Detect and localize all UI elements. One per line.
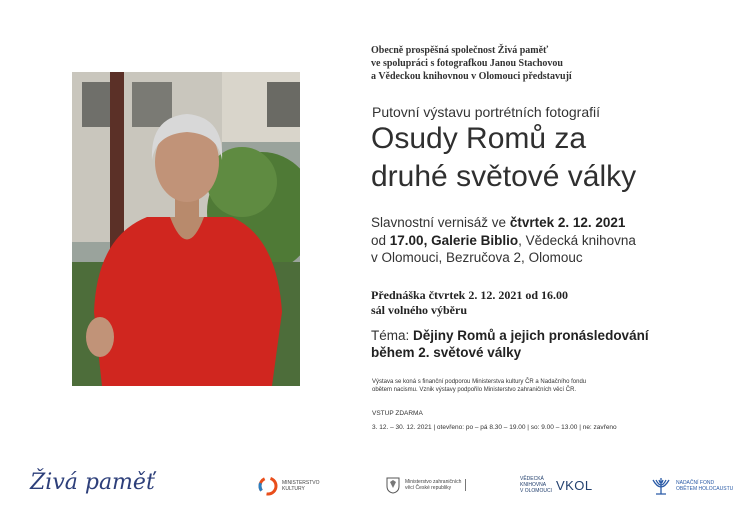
logo-text: Ministerstvo zahraničních — [405, 479, 462, 485]
logo-text: věcí České republiky — [405, 485, 452, 491]
logo-text: NADAČNÍ FOND OBĚTEM HOLOCAUSTU — [676, 480, 734, 492]
vernissage-text: od — [371, 232, 390, 248]
menorah-icon — [650, 476, 672, 496]
ministry-culture-logo — [258, 476, 320, 496]
theme-title: Dějiny Romů a jejich pronásledování — [413, 328, 649, 343]
ministry-culture-icon — [258, 476, 278, 496]
logo-text: V OLOMOUCI — [520, 488, 552, 494]
exhibition-title — [371, 120, 636, 196]
logo-text: MINISTERSTVO — [282, 480, 320, 486]
organizers — [371, 44, 691, 83]
vkol-wordmark: VKOL — [555, 477, 593, 493]
free-entry: VSTUP ZDARMA — [372, 410, 423, 417]
vernissage-time-place: 17.00, Galerie Biblio — [389, 232, 519, 248]
support-line: obětem nacismu. Vznik výstavy podpořilo Ministerstvo zahraničních věcí ČR. — [372, 387, 577, 393]
title-line: druhé světové války — [371, 160, 637, 193]
lecture-info — [371, 288, 701, 318]
logo-text: KULTURY — [282, 486, 305, 492]
theme-title: během 2. světové války — [371, 345, 522, 360]
holocaust-fund-logo — [650, 476, 736, 496]
ziva-pamet-signature-logo: Živá paměť — [30, 470, 155, 495]
exhibition-subtitle: Putovní výstavu portrétních fotografií — [372, 104, 601, 120]
ministry-foreign-logo — [385, 476, 466, 494]
lecture-theme — [371, 327, 701, 361]
support-note — [372, 378, 662, 394]
vernissage-address: v Olomouci, Bezručova 2, Olomouc — [371, 250, 583, 265]
vkol-logo — [520, 476, 593, 494]
coat-of-arms-icon — [385, 476, 401, 494]
vernissage-text: Slavnostní vernisáž ve — [371, 215, 510, 230]
portrait-photo — [72, 72, 300, 386]
logo-text: KNIHOVNA — [520, 482, 547, 488]
organizers-line: Obecně prospěšná společnost Živá paměť — [371, 45, 549, 56]
organizers-line: ve spolupráci s fotografkou Janou Stachovou — [371, 58, 563, 69]
vernissage-date: čtvrtek 2. 12. 2021 — [509, 215, 626, 230]
support-line: Výstava se koná s finanční podporou Ministerstva kultury ČR a Nadačního fondu — [372, 379, 587, 385]
opening-hours: 3. 12. – 30. 12. 2021 | otevřeno: po – pá 8.30 – 19.00 | so: 9.00 – 13.00 | ne: zavřeno — [372, 424, 617, 431]
organizers-line: a Vědeckou knihovnou v Olomouci představují — [371, 71, 572, 82]
vernissage-text: , Vědecká knihovna — [518, 232, 636, 248]
lecture-room: sál volného výběru — [371, 303, 468, 317]
logo-text: VĚDECKÁ — [520, 476, 544, 482]
lecture-date: Přednáška čtvrtek 2. 12. 2021 od 16.00 — [371, 288, 568, 302]
vernissage-info — [371, 214, 711, 267]
theme-label: Téma: — [371, 328, 414, 343]
title-line: Osudy Romů za — [371, 122, 587, 155]
